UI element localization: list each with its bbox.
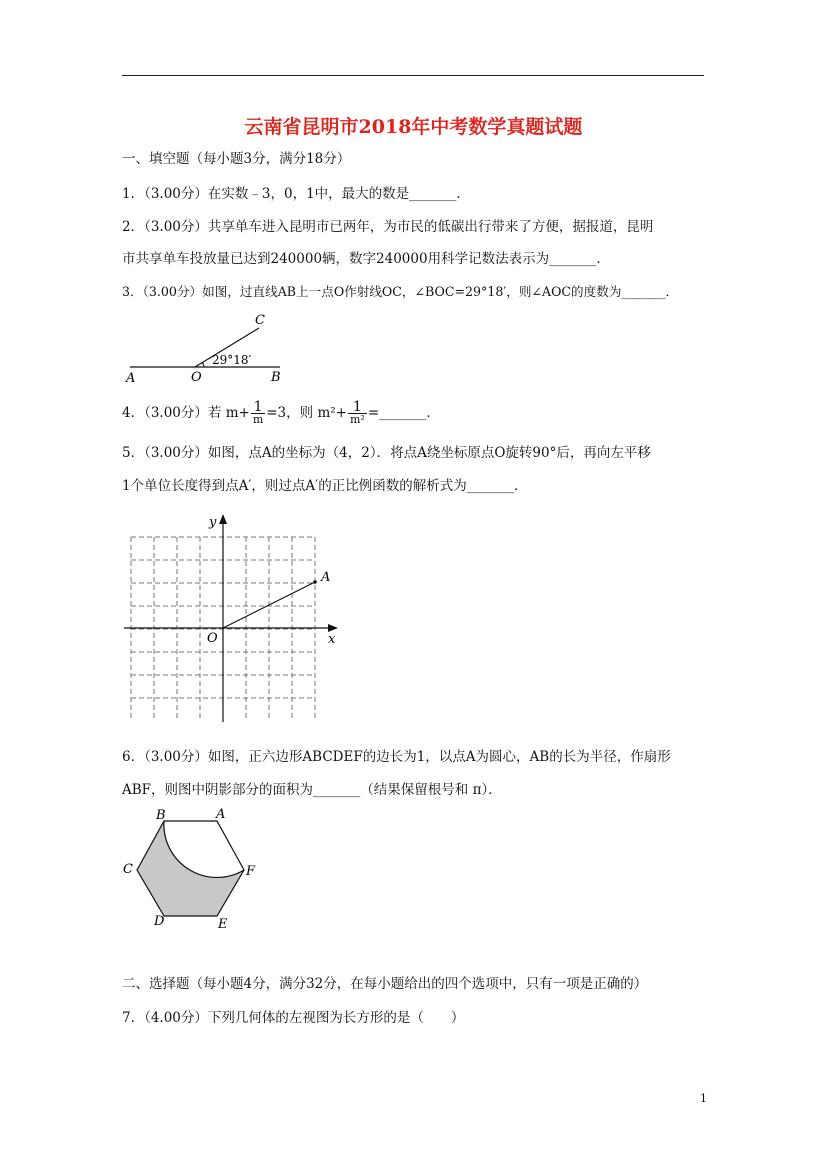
label-d: D xyxy=(154,914,165,929)
label-y: y xyxy=(209,515,217,530)
x-axis-arrow xyxy=(328,624,338,632)
question-2-line-2: 市共享单车投放量已达到240000辆，数字240000用科学记数法表示为_______． xyxy=(122,251,610,267)
question-3: 3．（3.00分）如图，过直线AB上一点O作射线OC，∠BOC=29°18′，则∠AOC的度数为_______． xyxy=(122,284,679,299)
label-b: B xyxy=(156,808,166,823)
figure-coordinate-grid xyxy=(120,508,350,726)
question-5-line-2: 1个单位长度得到点A′，则过点A′的正比例函数的解析式为_______． xyxy=(122,478,528,494)
section-2-heading: 二、选择题（每小题4分，满分32分，在每小题给出的四个选项中，只有一项是正确的） xyxy=(122,976,648,992)
label-x: x xyxy=(328,632,336,647)
label-a: A xyxy=(216,807,226,822)
label-f: F xyxy=(246,864,256,879)
question-4 xyxy=(122,398,440,428)
angle-label: 29°18′ xyxy=(212,353,252,367)
label-a: A xyxy=(126,371,136,386)
question-6-line-2: ABF，则图中阴影部分的面积为_______（结果保留根号和 π）． xyxy=(122,782,502,798)
figure-hexagon xyxy=(120,800,270,935)
fraction-1-numerator: 1 xyxy=(251,401,265,414)
question-7: 7．（4.00分）下列几何体的左视图为长方形的是（ ） xyxy=(122,1010,465,1026)
page-number: 1 xyxy=(700,1092,707,1105)
point-a xyxy=(313,580,317,584)
angle-arc xyxy=(202,362,204,367)
section-1-heading: 一、填空题（每小题3分，满分18分） xyxy=(122,151,351,167)
fraction-1 xyxy=(251,401,265,426)
y-axis-arrow xyxy=(219,514,227,524)
label-o: O xyxy=(191,370,202,385)
question-5-line-1: 5．（3.00分）如图，点A的坐标为（4，2）．将点A绕坐标原点O旋转90°后，再向左平移 xyxy=(122,445,651,461)
fraction-2-denominator: m² xyxy=(349,413,365,426)
label-o: O xyxy=(207,631,218,646)
label-c: C xyxy=(123,862,133,877)
label-b: B xyxy=(271,370,281,385)
question-2-line-1: 2．（3.00分）共享单车进入昆明市已两年，为市民的低碳出行带来了方便，据报道，昆明 xyxy=(122,219,654,235)
figure-angle xyxy=(122,308,292,388)
question-1: 1．（3.00分）在实数﹣3，0，1中，最大的数是_______． xyxy=(122,186,470,202)
label-e: E xyxy=(218,917,228,932)
top-rule xyxy=(122,75,704,76)
label-a: A xyxy=(321,570,331,585)
fraction-1-denominator: m xyxy=(252,413,264,426)
label-c: C xyxy=(255,313,265,328)
q4-prefix: 4．（3.00分）若 m+ xyxy=(122,405,250,421)
fraction-2 xyxy=(348,401,367,426)
fraction-2-numerator: 1 xyxy=(348,401,367,414)
shaded-region xyxy=(137,821,244,916)
question-6-line-1: 6．（3.00分）如图，正六边形ABCDEF的边长为1，以点A为圆心，AB的长为半径，作扇形 xyxy=(122,749,671,765)
q4-mid: =3，则 m²+ xyxy=(266,405,347,421)
q4-suffix: =_______． xyxy=(367,405,440,421)
page-title: 云南省昆明市2018年中考数学真题试题 xyxy=(244,116,583,138)
